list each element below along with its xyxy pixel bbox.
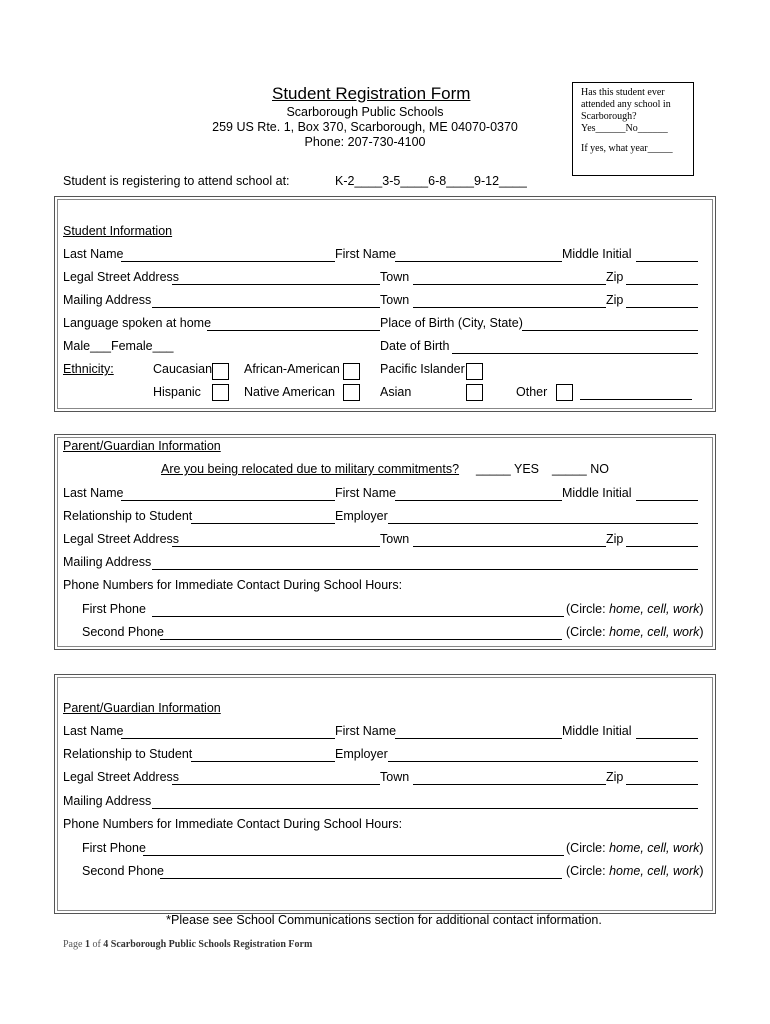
- g2-first-name-label: First Name: [335, 724, 397, 738]
- g2-relationship-field[interactable]: [191, 761, 335, 762]
- circle-options: home, cell, work: [609, 625, 700, 639]
- g1-second-phone-type[interactable]: [566, 625, 704, 639]
- g1-street-field[interactable]: [172, 546, 380, 547]
- g2-second-phone-type[interactable]: [566, 864, 704, 878]
- school-phone: Phone: 207-730-4100: [304, 135, 426, 149]
- g2-second-phone-field[interactable]: [160, 878, 562, 879]
- sidebox-line1: Has this student ever: [581, 87, 665, 98]
- caucasian-checkbox[interactable]: [212, 363, 229, 380]
- student-last-name-field[interactable]: [121, 261, 335, 262]
- g1-employer-label: Employer: [335, 509, 388, 523]
- g2-first-phone-label: First Phone: [82, 841, 146, 855]
- circle-prefix: (Circle:: [566, 602, 610, 616]
- g1-street-label: Legal Street Address: [63, 532, 180, 546]
- student-first-name-field[interactable]: [395, 261, 562, 262]
- g1-first-phone-field[interactable]: [152, 616, 564, 617]
- military-no[interactable]: _____ NO: [552, 462, 609, 476]
- student-first-name-label: First Name: [335, 247, 397, 261]
- military-yes[interactable]: _____ YES: [476, 462, 540, 476]
- circle-prefix: (Circle:: [566, 864, 610, 878]
- student-mailing-label: Mailing Address: [63, 293, 152, 307]
- student-middle-initial-field[interactable]: [636, 261, 698, 262]
- student-mailing-field[interactable]: [152, 307, 380, 308]
- school-name: Scarborough Public Schools: [286, 105, 444, 119]
- g2-last-name-label: Last Name: [63, 724, 124, 738]
- african-american-label: African-American: [244, 362, 340, 376]
- student-zip-label: Zip: [606, 270, 624, 284]
- footer-of-word: of: [89, 939, 104, 950]
- g2-first-phone-field[interactable]: [143, 855, 564, 856]
- g2-zip-field[interactable]: [626, 784, 698, 785]
- circle-suffix: ): [699, 841, 704, 855]
- student-last-name-label: Last Name: [63, 247, 124, 261]
- hispanic-checkbox[interactable]: [212, 384, 229, 401]
- circle-prefix: (Circle:: [566, 841, 610, 855]
- g1-zip-field[interactable]: [626, 546, 698, 547]
- student-sex-field[interactable]: Male___Female___: [63, 339, 174, 353]
- student-zip-field[interactable]: [626, 284, 698, 285]
- native-american-checkbox[interactable]: [343, 384, 360, 401]
- circle-options: home, cell, work: [609, 864, 700, 878]
- native-american-label: Native American: [244, 385, 336, 399]
- sidebox-yes-no[interactable]: Yes______No______: [581, 123, 668, 134]
- student-mailing-zip-field[interactable]: [626, 307, 698, 308]
- ethnicity-label: Ethnicity:: [63, 362, 114, 376]
- g2-town-field[interactable]: [413, 784, 606, 785]
- circle-prefix: (Circle:: [566, 625, 610, 639]
- student-mailing-zip-label: Zip: [606, 293, 624, 307]
- g1-second-phone-label: Second Phone: [82, 625, 165, 639]
- communications-note: *Please see School Communications section for additional contact information.: [166, 913, 602, 927]
- g2-employer-label: Employer: [335, 747, 388, 761]
- student-birthplace-label: Place of Birth (City, State): [380, 316, 523, 330]
- circle-suffix: ): [699, 602, 704, 616]
- g2-phone-heading: Phone Numbers for Immediate Contact During School Hours:: [63, 817, 403, 831]
- other-label: Other: [516, 385, 548, 399]
- g2-mailing-label: Mailing Address: [63, 794, 152, 808]
- sidebox-year[interactable]: If yes, what year_____: [581, 143, 673, 154]
- g2-street-label: Legal Street Address: [63, 770, 180, 784]
- footer-page-total: 4: [103, 939, 109, 950]
- g1-middle-initial-label: Middle Initial: [562, 486, 632, 500]
- student-mailing-town-field[interactable]: [413, 307, 606, 308]
- circle-suffix: ): [699, 625, 704, 639]
- g2-second-phone-label: Second Phone: [82, 864, 165, 878]
- g2-first-name-field[interactable]: [395, 738, 562, 739]
- student-language-label: Language spoken at home: [63, 316, 212, 330]
- hispanic-label: Hispanic: [153, 385, 201, 399]
- g1-relationship-field[interactable]: [191, 523, 335, 524]
- g1-mailing-field[interactable]: [152, 569, 698, 570]
- g1-first-phone-type[interactable]: [566, 602, 704, 616]
- g1-second-phone-field[interactable]: [160, 639, 562, 640]
- african-american-checkbox[interactable]: [343, 363, 360, 380]
- student-street-label: Legal Street Address: [63, 270, 180, 284]
- grade-label: Student is registering to attend school at:: [63, 174, 290, 188]
- g1-town-field[interactable]: [413, 546, 606, 547]
- g1-employer-field[interactable]: [388, 523, 698, 524]
- g1-first-name-field[interactable]: [395, 500, 562, 501]
- circle-options: home, cell, work: [609, 602, 700, 616]
- g1-town-label: Town: [380, 532, 410, 546]
- g1-relationship-label: Relationship to Student: [63, 509, 193, 523]
- guardian1-heading: Parent/Guardian Information: [63, 439, 221, 453]
- student-heading: Student Information: [63, 224, 173, 238]
- g2-street-field[interactable]: [172, 784, 380, 785]
- g1-middle-initial-field[interactable]: [636, 500, 698, 501]
- g2-relationship-label: Relationship to Student: [63, 747, 193, 761]
- sidebox-line3: Scarborough?: [581, 111, 637, 122]
- guardian2-heading: Parent/Guardian Information: [63, 701, 221, 715]
- student-middle-initial-label: Middle Initial: [562, 247, 632, 261]
- g2-last-name-field[interactable]: [121, 738, 335, 739]
- student-dob-field[interactable]: [452, 353, 698, 354]
- student-town-field[interactable]: [413, 284, 606, 285]
- footer-doc-name: Scarborough Public Schools Registration Form: [108, 939, 313, 950]
- g2-zip-label: Zip: [606, 770, 624, 784]
- asian-label: Asian: [380, 385, 412, 399]
- grade-options[interactable]: K-2____3-5____6-8____9-12____: [335, 174, 527, 188]
- student-birthplace-field[interactable]: [522, 330, 698, 331]
- circle-suffix: ): [699, 864, 704, 878]
- prior-attendance-box[interactable]: [572, 82, 694, 176]
- footer-page-word: Page: [63, 939, 85, 950]
- g2-mailing-field[interactable]: [152, 808, 698, 809]
- student-mailing-town-label: Town: [380, 293, 410, 307]
- g2-middle-initial-label: Middle Initial: [562, 724, 632, 738]
- g1-first-name-label: First Name: [335, 486, 397, 500]
- military-question: Are you being relocated due to military commitments?: [161, 462, 460, 476]
- g1-phone-heading: Phone Numbers for Immediate Contact During School Hours:: [63, 578, 403, 592]
- other-field[interactable]: [580, 399, 692, 400]
- footer-page-num: 1: [84, 939, 90, 950]
- circle-options: home, cell, work: [609, 841, 700, 855]
- other-checkbox[interactable]: [556, 384, 573, 401]
- g1-last-name-field[interactable]: [121, 500, 335, 501]
- caucasian-label: Caucasian: [153, 362, 213, 376]
- page-footer: [63, 939, 312, 950]
- asian-checkbox[interactable]: [466, 384, 483, 401]
- sidebox-line2: attended any school in: [581, 99, 671, 110]
- student-street-field[interactable]: [172, 284, 380, 285]
- g1-first-phone-label: First Phone: [82, 602, 146, 616]
- student-town-label: Town: [380, 270, 410, 284]
- g1-last-name-label: Last Name: [63, 486, 124, 500]
- g2-first-phone-type[interactable]: [566, 841, 704, 855]
- pacific-islander-checkbox[interactable]: [466, 363, 483, 380]
- g2-employer-field[interactable]: [388, 761, 698, 762]
- g1-zip-label: Zip: [606, 532, 624, 546]
- pacific-islander-label: Pacific Islander: [380, 362, 465, 376]
- student-language-field[interactable]: [207, 330, 380, 331]
- school-address: 259 US Rte. 1, Box 370, Scarborough, ME 04070-0370: [212, 120, 518, 134]
- g2-town-label: Town: [380, 770, 410, 784]
- g1-mailing-label: Mailing Address: [63, 555, 152, 569]
- form-title: Student Registration Form: [272, 84, 471, 103]
- student-dob-label: Date of Birth: [380, 339, 450, 353]
- g2-middle-initial-field[interactable]: [636, 738, 698, 739]
